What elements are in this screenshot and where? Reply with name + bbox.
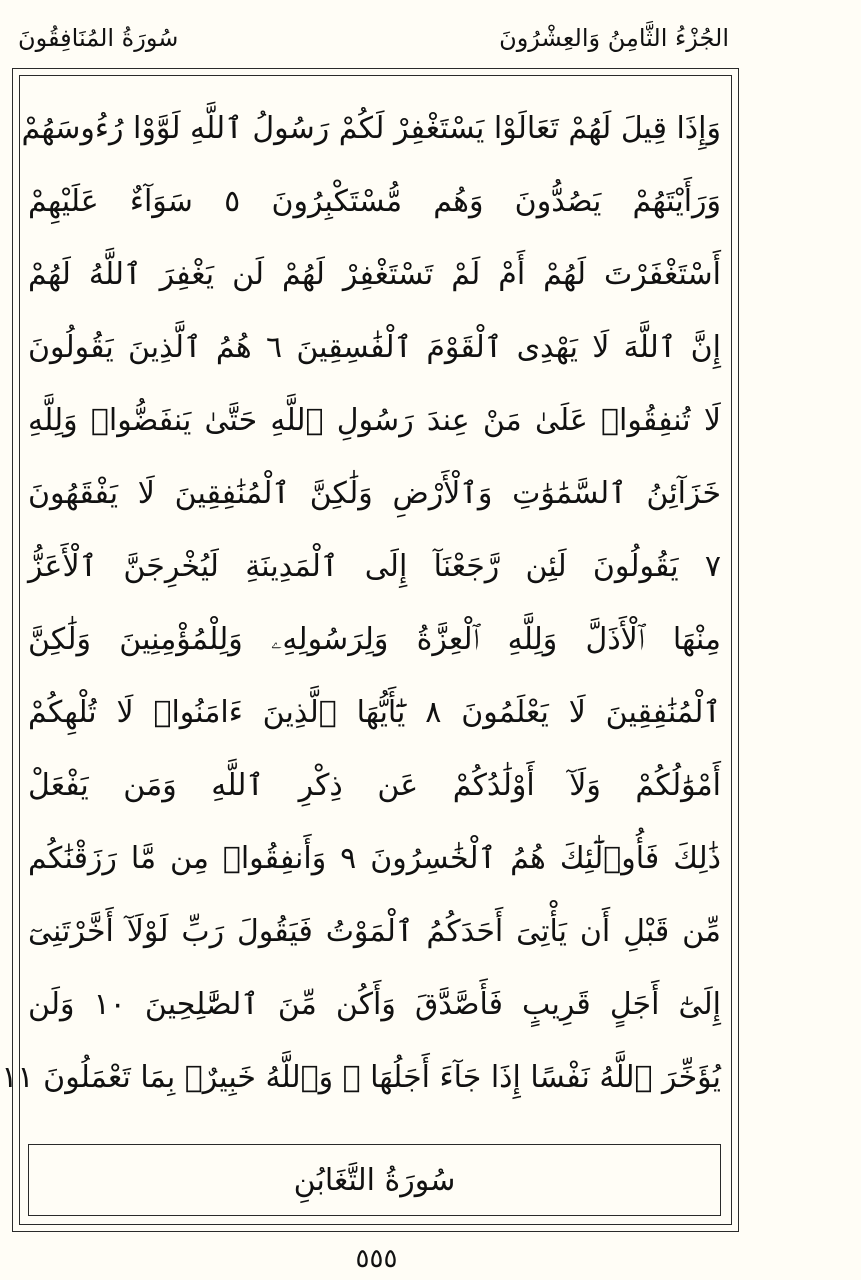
- quran-line: ٧ يَقُولُونَ لَئِن رَّجَعْنَآ إِلَى ٱلْمَدِينَةِ لَيُخْرِجَنَّ ٱلْأَعَزُّ: [28, 549, 721, 584]
- quran-line: يُؤَخِّرَ ٱللَّهُ نَفْسًا إِذَا جَآءَ أَجَلُهَا ۚ وَٱللَّهُ خَبِيرٌۢ بِمَا تَعْمَلُونَ ١١: [1, 1060, 721, 1095]
- quran-line: أَسْتَغْفَرْتَ لَهُمْ أَمْ لَمْ تَسْتَغْفِرْ لَهُمْ لَن يَغْفِرَ ٱللَّهُ لَهُمْ: [28, 257, 721, 292]
- quran-line: وَإِذَا قِيلَ لَهُمْ تَعَالَوْا يَسْتَغْفِرْ لَكُمْ رَسُولُ ٱللَّهِ لَوَّوْا رُءُوسَهُمْ: [21, 111, 721, 146]
- quran-line: مِّن قَبْلِ أَن يَأْتِىَ أَحَدَكُمُ ٱلْمَوْتُ فَيَقُولَ رَبِّ لَوْلَآ أَخَّرْتَنِىٓ: [28, 914, 721, 949]
- quran-text: [1, 92, 722, 1132]
- quran-line: لَا تُنفِقُوا۟ عَلَىٰ مَنْ عِندَ رَسُولِ ٱللَّهِ حَتَّىٰ يَنفَضُّوا۟ وَلِلَّهِ: [28, 403, 721, 438]
- next-surah-banner: سُورَةُ التَّغَابُنِ: [28, 1144, 721, 1216]
- quran-line: ذَٰلِكَ فَأُو۟لَٰٓئِكَ هُمُ ٱلْخَٰسِرُونَ ٩ وَأَنفِقُوا۟ مِن مَّا رَزَقْنَٰكُم: [28, 841, 721, 876]
- quran-line: مِنْهَا ٱلْأَذَلَّ وَلِلَّهِ ٱلْعِزَّةُ وَلِرَسُولِهِۦ وَلِلْمُؤْمِنِينَ وَلَٰكِنَّ: [28, 622, 721, 657]
- surah-name: سُورَةُ المُنَافِقُونَ: [18, 24, 179, 52]
- quran-line: وَرَأَيْتَهُمْ يَصُدُّونَ وَهُم مُّسْتَكْبِرُونَ ٥ سَوَآءٌ عَلَيْهِمْ: [28, 184, 722, 219]
- quran-line: إِلَىٰٓ أَجَلٍ قَرِيبٍ فَأَصَّدَّقَ وَأَكُن مِّنَ ٱلصَّٰلِحِينَ ١٠ وَلَن: [28, 987, 721, 1022]
- right-margin: [741, 0, 861, 1280]
- quran-line: إِنَّ ٱللَّهَ لَا يَهْدِى ٱلْقَوْمَ ٱلْفَٰسِقِينَ ٦ هُمُ ٱلَّذِينَ يَقُولُونَ: [28, 330, 721, 365]
- quran-line: أَمْوَٰلُكُمْ وَلَآ أَوْلَٰدُكُمْ عَن ذِكْرِ ٱللَّهِ وَمَن يَفْعَلْ: [28, 768, 721, 803]
- juz-name: الجُزْءُ الثَّامِنُ وَالعِشْرُونَ: [499, 24, 729, 52]
- quran-line: ٱلْمُنَٰفِقِينَ لَا يَعْلَمُونَ ٨ يَٰٓأَيُّهَا ٱلَّذِينَ ءَامَنُوا۟ لَا تُلْهِكُمْ: [28, 695, 722, 730]
- quran-line: خَزَآئِنُ ٱلسَّمَٰوَٰتِ وَٱلْأَرْضِ وَلَٰكِنَّ ٱلْمُنَٰفِقِينَ لَا يَفْقَهُونَ: [28, 476, 721, 511]
- page-number: ٥٥٥: [355, 1244, 398, 1274]
